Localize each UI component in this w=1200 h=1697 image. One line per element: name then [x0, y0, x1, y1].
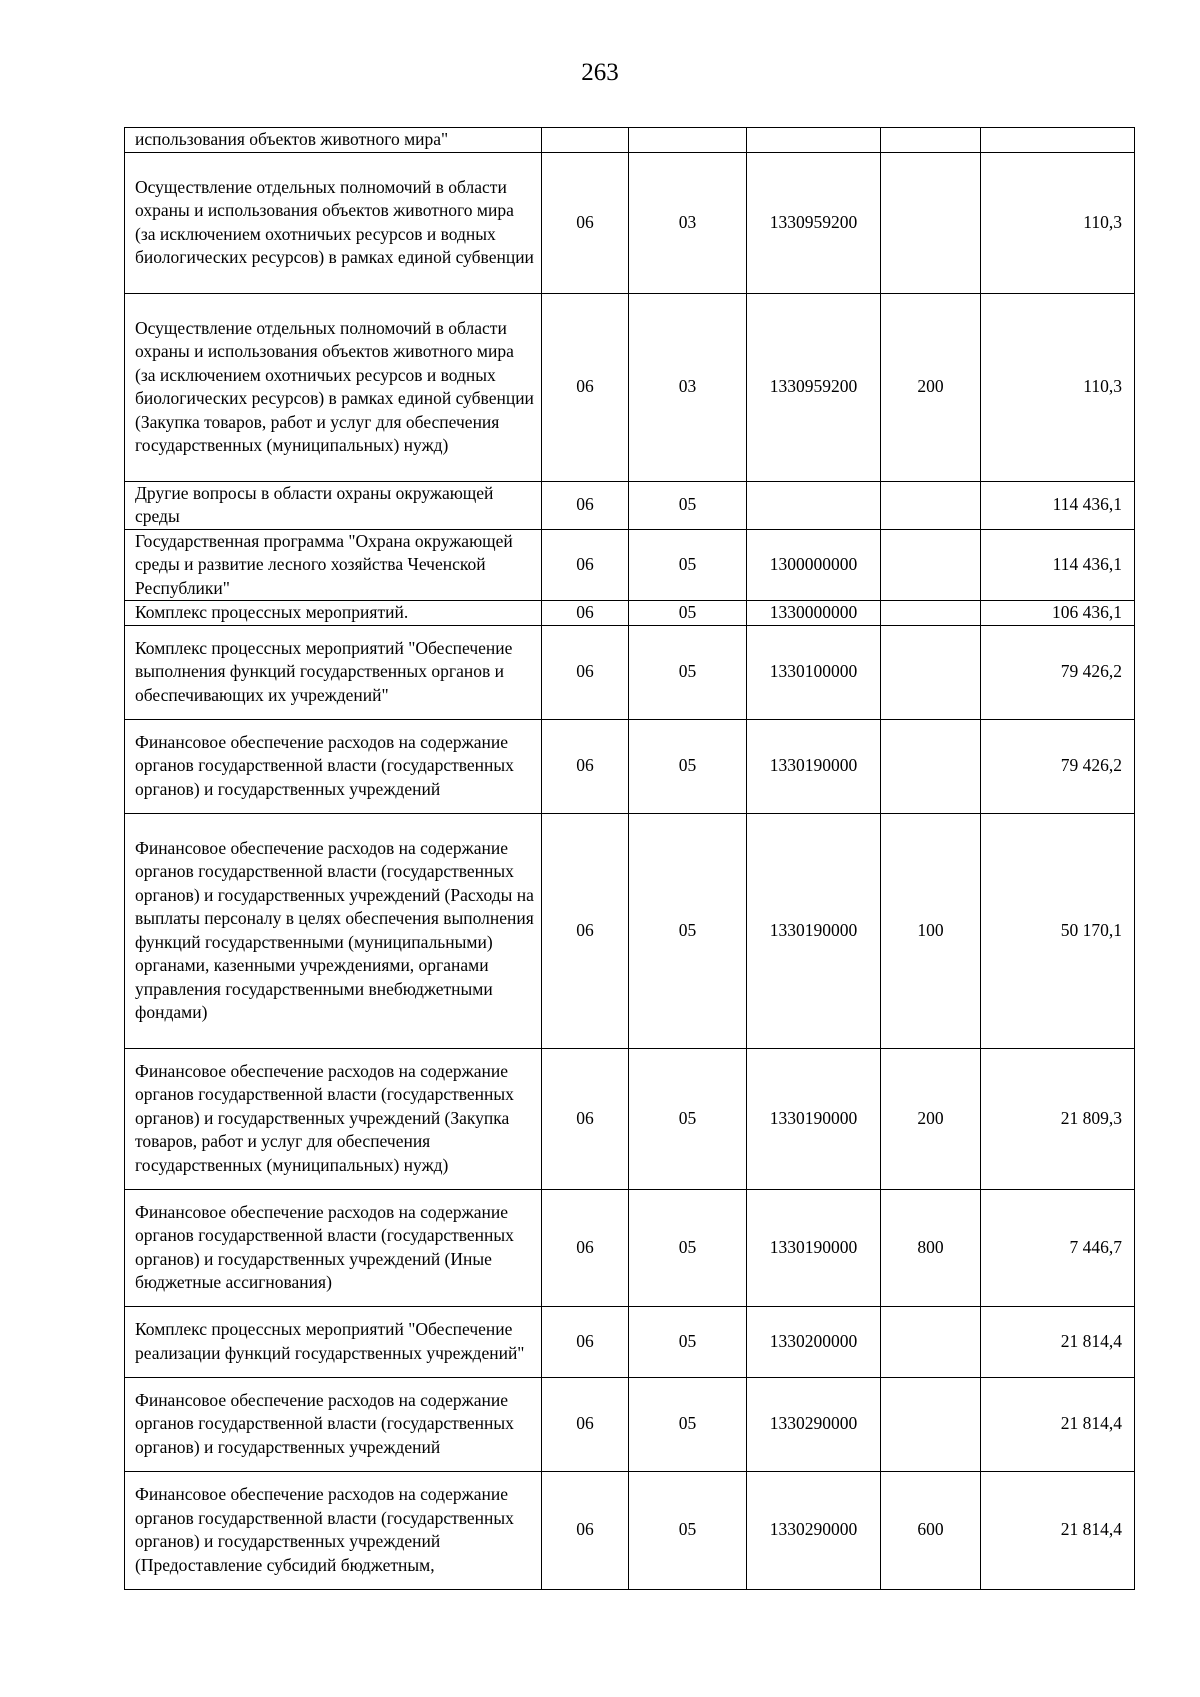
row-amount: 21 809,3	[981, 1048, 1135, 1189]
row-name: Комплекс процессных мероприятий "Обеспечение реализации функций государственных учреждений"	[125, 1306, 542, 1377]
row-subsection: 05	[629, 813, 747, 1048]
row-section: 06	[542, 1306, 629, 1377]
table-row	[125, 1306, 1135, 1377]
row-target-article: 1330190000	[747, 1189, 881, 1306]
row-amount: 21 814,4	[981, 1377, 1135, 1471]
row-subsection: 05	[629, 481, 747, 529]
row-subsection: 05	[629, 1189, 747, 1306]
row-amount: 50 170,1	[981, 813, 1135, 1048]
row-name: Финансовое обеспечение расходов на содержание органов государственной власти (государственных органов) и государственных учреждений (Предоставление субсидий бюджетным,	[125, 1471, 542, 1589]
table-row	[125, 813, 1135, 1048]
page-number: 263	[581, 59, 619, 86]
row-subsection: 05	[629, 1471, 747, 1589]
row-amount: 110,3	[981, 293, 1135, 481]
table-row	[125, 293, 1135, 481]
row-expense-type	[881, 1306, 981, 1377]
row-subsection: 05	[629, 601, 747, 626]
table-row	[125, 152, 1135, 293]
row-expense-type	[881, 625, 981, 719]
row-amount: 21 814,4	[981, 1471, 1135, 1589]
row-section: 06	[542, 293, 629, 481]
row-subsection: 03	[629, 152, 747, 293]
table-row	[125, 601, 1135, 626]
row-name: Финансовое обеспечение расходов на содержание органов государственной власти (государственных органов) и государственных учреждений (Закупка товаров, работ и услуг для обеспечения государственных (муниципальных) нужд)	[125, 1048, 542, 1189]
row-expense-type: 100	[881, 813, 981, 1048]
row-target-article: 1330290000	[747, 1471, 881, 1589]
row-amount: 114 436,1	[981, 481, 1135, 529]
row-target-article: 1330959200	[747, 152, 881, 293]
row-amount	[981, 128, 1135, 153]
row-subsection: 05	[629, 1377, 747, 1471]
row-subsection: 05	[629, 529, 747, 601]
row-subsection: 05	[629, 1306, 747, 1377]
row-subsection: 05	[629, 625, 747, 719]
row-amount: 110,3	[981, 152, 1135, 293]
row-name: Комплекс процессных мероприятий "Обеспечение выполнения функций государственных органов и обеспечивающих их учреждений"	[125, 625, 542, 719]
table-row	[125, 128, 1135, 153]
row-expense-type	[881, 1377, 981, 1471]
row-target-article: 1300000000	[747, 529, 881, 601]
row-expense-type	[881, 601, 981, 626]
row-subsection	[629, 128, 747, 153]
row-target-article: 1330100000	[747, 625, 881, 719]
row-name: Комплекс процессных мероприятий.	[125, 601, 542, 626]
row-amount: 79 426,2	[981, 719, 1135, 813]
row-amount: 106 436,1	[981, 601, 1135, 626]
row-section: 06	[542, 481, 629, 529]
row-section: 06	[542, 152, 629, 293]
row-expense-type	[881, 128, 981, 153]
row-target-article: 1330190000	[747, 1048, 881, 1189]
row-name: Государственная программа "Охрана окружающей среды и развитие лесного хозяйства Чеченской Республики"	[125, 529, 542, 601]
row-name: Осуществление отдельных полномочий в области охраны и использования объектов животного мира (за исключением охотничьих ресурсов и водных биологических ресурсов) в рамках единой субвенции (Закупка товаров, работ и услуг для обеспечения государственных (муниципальных) нужд)	[125, 293, 542, 481]
row-section	[542, 128, 629, 153]
table-row	[125, 1048, 1135, 1189]
table-row	[125, 1189, 1135, 1306]
row-expense-type	[881, 152, 981, 293]
row-expense-type	[881, 481, 981, 529]
row-section: 06	[542, 601, 629, 626]
row-section: 06	[542, 625, 629, 719]
row-expense-type	[881, 529, 981, 601]
row-amount: 7 446,7	[981, 1189, 1135, 1306]
row-expense-type: 200	[881, 1048, 981, 1189]
table-row	[125, 1471, 1135, 1589]
table-row	[125, 625, 1135, 719]
row-name: Финансовое обеспечение расходов на содержание органов государственной власти (государственных органов) и государственных учреждений	[125, 1377, 542, 1471]
row-amount: 79 426,2	[981, 625, 1135, 719]
row-section: 06	[542, 1471, 629, 1589]
table-row	[125, 529, 1135, 601]
table-row	[125, 481, 1135, 529]
row-target-article: 1330200000	[747, 1306, 881, 1377]
row-target-article: 1330190000	[747, 813, 881, 1048]
row-subsection: 03	[629, 293, 747, 481]
row-target-article: 1330959200	[747, 293, 881, 481]
row-name: Финансовое обеспечение расходов на содержание органов государственной власти (государственных органов) и государственных учреждений	[125, 719, 542, 813]
table-row	[125, 719, 1135, 813]
row-amount: 21 814,4	[981, 1306, 1135, 1377]
row-section: 06	[542, 813, 629, 1048]
row-target-article	[747, 481, 881, 529]
row-section: 06	[542, 1377, 629, 1471]
row-name: Осуществление отдельных полномочий в области охраны и использования объектов животного мира (за исключением охотничьих ресурсов и водных биологических ресурсов) в рамках единой субвенции	[125, 152, 542, 293]
row-section: 06	[542, 1048, 629, 1189]
row-subsection: 05	[629, 719, 747, 813]
row-name: Финансовое обеспечение расходов на содержание органов государственной власти (государственных органов) и государственных учреждений (Иные бюджетные ассигнования)	[125, 1189, 542, 1306]
row-target-article: 1330000000	[747, 601, 881, 626]
row-target-article	[747, 128, 881, 153]
row-expense-type: 200	[881, 293, 981, 481]
row-section: 06	[542, 529, 629, 601]
row-section: 06	[542, 1189, 629, 1306]
row-target-article: 1330290000	[747, 1377, 881, 1471]
row-expense-type: 800	[881, 1189, 981, 1306]
row-name: использования объектов животного мира"	[125, 128, 542, 153]
row-amount: 114 436,1	[981, 529, 1135, 601]
budget-table	[124, 127, 1135, 1590]
row-expense-type: 600	[881, 1471, 981, 1589]
row-subsection: 05	[629, 1048, 747, 1189]
row-section: 06	[542, 719, 629, 813]
row-name: Финансовое обеспечение расходов на содержание органов государственной власти (государственных органов) и государственных учреждений (Расходы на выплаты персоналу в целях обеспечения выполнения функций государственными (муниципальными) органами, казенными учреждениями, органами управления государственными внебюджетными фондами)	[125, 813, 542, 1048]
row-expense-type	[881, 719, 981, 813]
budget-table-body	[125, 128, 1135, 1590]
table-row	[125, 1377, 1135, 1471]
row-target-article: 1330190000	[747, 719, 881, 813]
row-name: Другие вопросы в области охраны окружающей среды	[125, 481, 542, 529]
